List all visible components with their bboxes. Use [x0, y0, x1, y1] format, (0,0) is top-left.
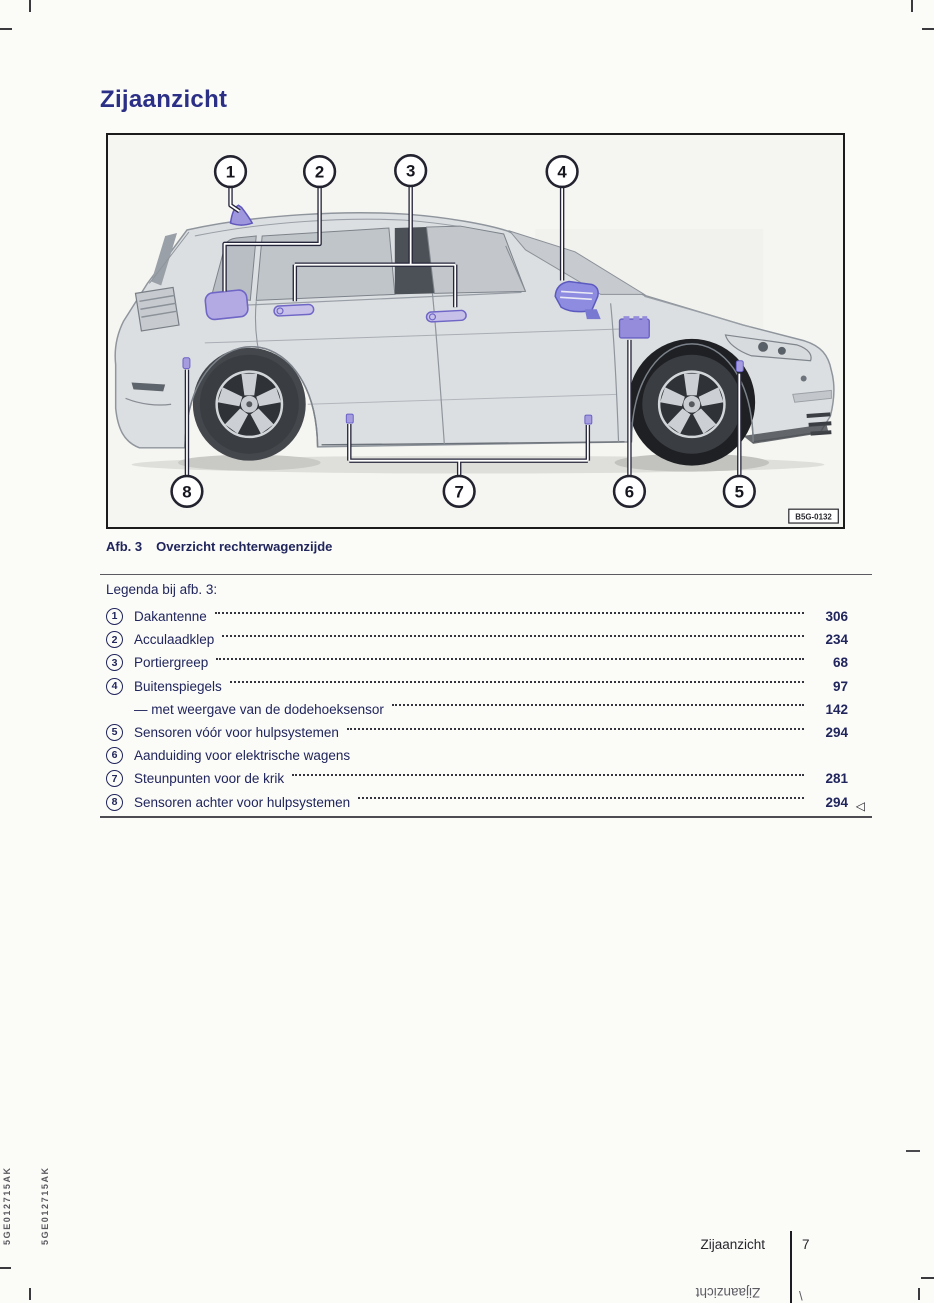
legend-item	[106, 744, 848, 767]
crop-mark-right-mid-h	[906, 1150, 920, 1152]
image-code: B5G-0132	[795, 512, 832, 522]
dot-leader	[347, 728, 804, 730]
legend-item-page: 294	[825, 725, 848, 741]
image-code-box	[789, 509, 838, 523]
car-side-view-illustration	[108, 135, 843, 527]
crop-mark-top-left-v	[29, 0, 31, 12]
door-handle-highlight-front	[426, 310, 466, 322]
legend-item	[106, 628, 848, 651]
dot-leader	[392, 704, 804, 706]
footer-page-number: 7	[802, 1237, 810, 1252]
dot-leader	[215, 612, 804, 614]
front-sensor-mark	[736, 361, 743, 372]
svg-text:3: 3	[405, 161, 416, 181]
legend-item-number: 1	[106, 608, 123, 625]
crop-mark-top-right-v	[911, 0, 913, 12]
legend-item-page: 294	[825, 794, 848, 810]
crop-mark-top-right-h	[922, 28, 934, 30]
legend-item-number: 2	[106, 631, 123, 648]
page-title: Zijaanzicht	[100, 86, 228, 113]
door-handle-highlight-rear	[274, 304, 314, 316]
legend-item-number: 3	[106, 654, 123, 671]
legend-item-page: 68	[832, 655, 848, 671]
legend-item-label: Acculaadklep	[134, 632, 215, 648]
legend-item	[106, 791, 865, 814]
legend-item	[106, 651, 848, 674]
crop-mark-bottom-left-v	[29, 1288, 31, 1300]
callout-4	[547, 156, 578, 187]
crop-mark-top-left-h	[0, 28, 12, 30]
svg-text:2: 2	[314, 162, 325, 182]
dot-leader	[216, 658, 804, 660]
bleed-through-text: Zijaanzicht	[695, 1285, 761, 1300]
svg-text:7: 7	[454, 482, 464, 502]
legend-item-page: 281	[825, 771, 848, 787]
legend-item	[106, 721, 848, 744]
dot-leader	[230, 681, 804, 683]
callout-3	[395, 155, 426, 186]
dot-leader	[222, 635, 804, 637]
ev-badge-highlight	[620, 316, 650, 338]
legend-item-number: 7	[106, 770, 123, 787]
legend-list	[106, 605, 865, 814]
rear-sensor-mark	[183, 358, 190, 369]
callout-1	[215, 156, 246, 187]
svg-text:1: 1	[225, 162, 236, 182]
rear-wheel	[200, 355, 299, 454]
callout-5	[724, 476, 755, 507]
legend-item-label: Portiergreep	[134, 655, 209, 671]
headlight-lens	[758, 342, 768, 352]
crop-mark-bottom-left-h	[0, 1267, 11, 1269]
front-wheel	[642, 355, 741, 454]
legend-item	[106, 767, 848, 790]
spine-code-2: 5GE012715AK	[40, 1166, 50, 1245]
legend-item-label: Buitenspiegels	[134, 678, 222, 694]
continuation-marker: ◁	[855, 798, 865, 813]
divider-line-top	[100, 574, 872, 575]
dot-leader	[358, 797, 804, 799]
legend-item-page: 234	[825, 632, 848, 648]
legend-item-number: 8	[106, 794, 123, 811]
footer-section-title: Zijaanzicht	[700, 1237, 765, 1252]
svg-text:4: 4	[557, 162, 567, 182]
callout-8	[172, 476, 203, 507]
svg-text:6: 6	[624, 482, 635, 502]
figure-caption	[106, 539, 332, 554]
legend-item-page: 306	[825, 609, 848, 625]
crop-mark-bottom-right-h	[921, 1277, 934, 1279]
footer-divider-bar	[790, 1231, 792, 1303]
legend-item-number: 4	[106, 678, 123, 695]
dot-leader	[292, 774, 804, 776]
divider-line-bottom	[100, 816, 872, 818]
legend-item-label: Aanduiding voor elektrische wagens	[134, 748, 351, 764]
front-emblem	[801, 376, 807, 382]
charging-flap-highlight	[205, 289, 249, 320]
legend-item-label: Sensoren achter voor hulpsystemen	[134, 794, 351, 810]
callout-6	[614, 476, 645, 507]
spine-code-1: 5GE012715AK	[2, 1166, 12, 1245]
caption-text: Overzicht rechterwagenzijde	[156, 539, 333, 554]
legend-item	[106, 675, 848, 698]
callout-2	[304, 156, 335, 187]
figure-frame	[106, 133, 845, 529]
legend-heading: Legenda bij afb. 3:	[106, 582, 218, 597]
legend-item-label: Sensoren vóór voor hulpsystemen	[134, 725, 339, 741]
legend-item-number: 5	[106, 724, 123, 741]
legend-item-label: Dakantenne	[134, 609, 207, 625]
legend-item	[106, 698, 848, 721]
bleed-through-mark: \	[799, 1288, 803, 1303]
legend-item-page: 142	[825, 701, 848, 717]
svg-text:5: 5	[734, 482, 744, 502]
legend-item	[106, 605, 848, 628]
svg-text:8: 8	[182, 482, 192, 502]
callout-7	[444, 476, 475, 507]
headlight-lens-2	[778, 347, 786, 355]
legend-item-page: 97	[832, 678, 848, 694]
caption-label: Afb. 3	[106, 539, 143, 554]
legend-item-number: 6	[106, 747, 123, 764]
legend-item-label: — met weergave van de dodehoeksensor	[134, 701, 384, 717]
legend-item-label: Steunpunten voor de krik	[134, 771, 285, 787]
crop-mark-bottom-right-v	[918, 1288, 920, 1300]
